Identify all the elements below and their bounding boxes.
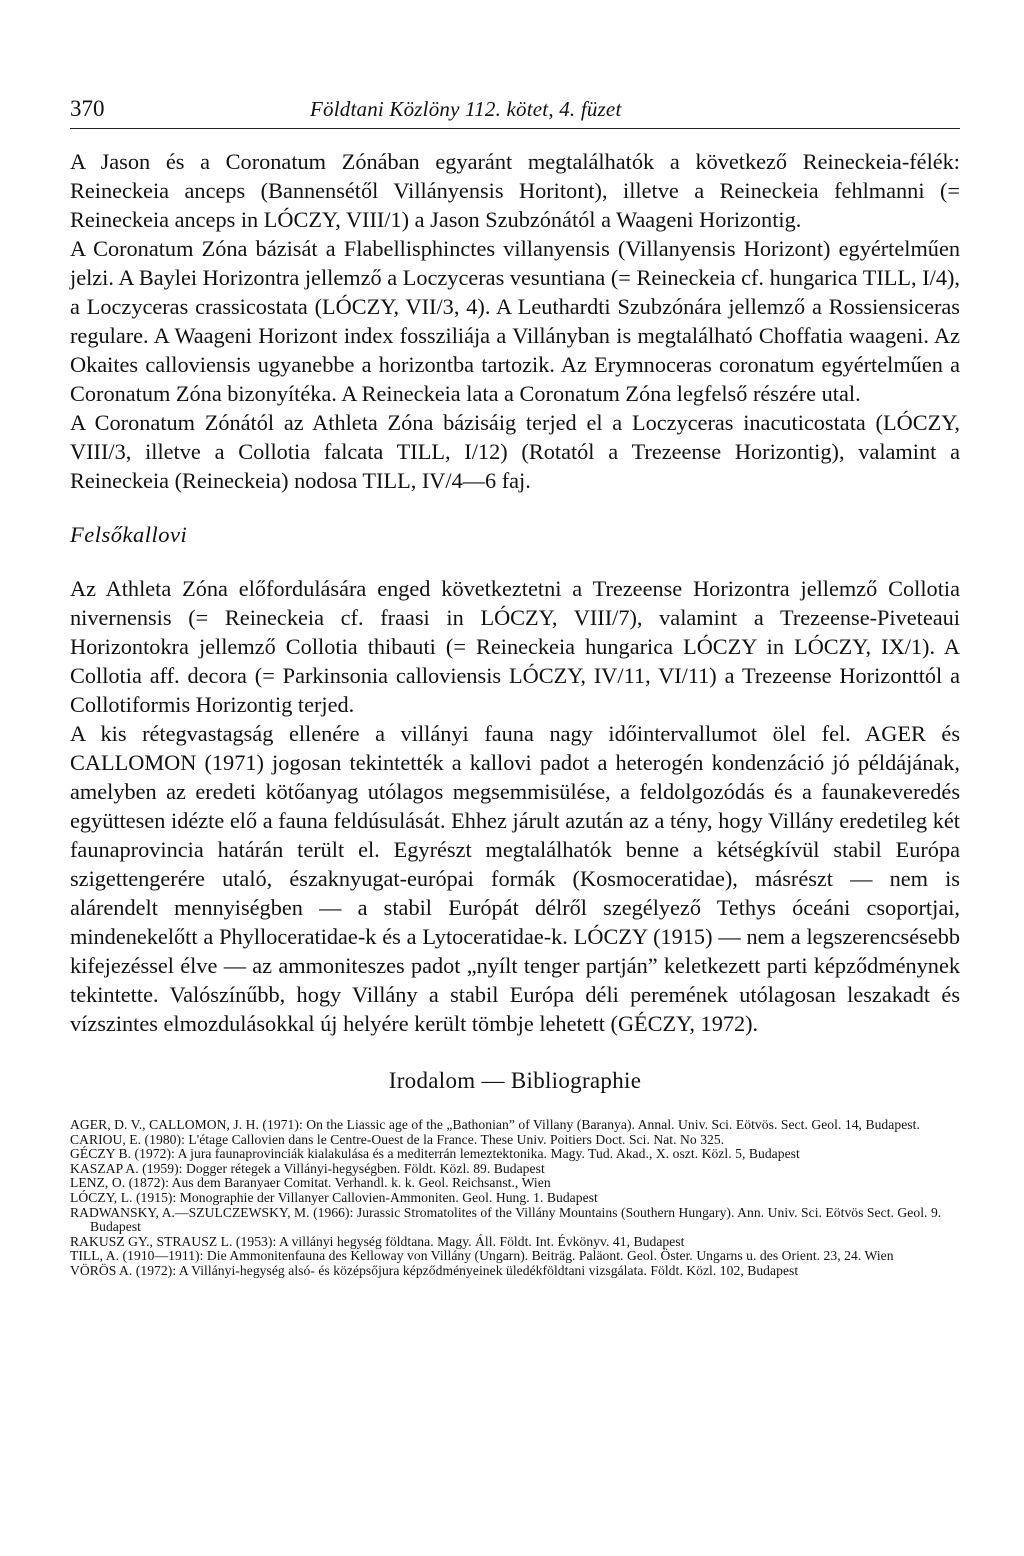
reference-item: CARIOU, E. (1980): L'étage Callovien dans le Centre-Ouest de la France. These Univ. Poitiers Doct. Sci. Nat. No 325. — [70, 1131, 725, 1147]
paragraph: A Jason és a Coronatum Zónában egyaránt megtalálhatók a következő Reineckeia-félék: Reineckeia anceps (Bannensétől Villányensis Horitont), illetve a Reineckeia fehlmanni (= Reineckeia anceps in LÓCZY, VIII/1) a Jason Szubzónától a Waageni Horizontig. — [70, 149, 960, 232]
reference-item: VÖRÖS A. (1972): A Villányi-hegység alsó- és középsőjura képződményeinek üledékföldtani vizsgálata. Földt. Közl. 102, Budapest — [70, 1262, 799, 1278]
reference-item: LÓCZY, L. (1915): Monographie der Villanyer Callovien-Ammoniten. Geol. Hung. 1. Budapest — [70, 1189, 598, 1205]
reference-item: LENZ, O. (1872): Aus dem Baranyaer Comitat. Verhandl. k. k. Geol. Reichsanst., Wien — [70, 1175, 551, 1191]
running-head: Földtani Közlöny 112. kötet, 4. füzet — [310, 97, 622, 121]
reference-item: RAKUSZ GY., STRAUSZ L. (1953): A villányi hegység földtana. Magy. Áll. Földt. Int. Évkönyv. 41, Budapest — [70, 1233, 685, 1249]
reference-item: RADWANSKY, A.—SZULCZEWSKY, M. (1966): Jurassic Stromatolites of the Villány Mountains (Southern Hungary). Ann. Univ. Sci. Eötvös Sect. Geol. 9. Budapest — [70, 1204, 942, 1235]
main-text — [70, 147, 960, 1038]
paragraph: A kis rétegvastagság ellenére a villányi fauna nagy időintervallumot ölel fel. AGER és CALLOMON (1971) jogosan tekintették a kallovi padot a heterogén kondenzáció jó példájának, amelyben az eredeti kötőanyag utólagos megsemmisülése, a feldolgozódás és a faunakeveredés együttesen idézte elő a fauna feldúsulását. Ehhez járult azután az a tény, hogy Villány eredetileg két faunaprovincia határán terült el. Egyrészt megtalálhatók benne a kétségkívül stabil Európa szigettengerére utaló, északnyugat-európai formák (Kosmoceratidae), másrészt — nem is alárendelt mennyiségben — a stabil Európát délről szegélyező Tethys óceáni csoportjai, mindenekelőtt a Phylloceratidae-k és a Lytoceratidae-k. LÓCZY (1915) — nem a legszerencsésebb kifejezéssel élve — az ammoniteszes padot „nyílt tenger partján” keletkezett parti képződménynek tekintette. Valószínűbb, hogy Villány a stabil Európa déli peremének utólagosan leszakadt és vízszintes elmozdulásokkal új helyére került tömbje lehetett (GÉCZY, 1972). — [70, 721, 960, 1036]
paragraph: Az Athleta Zóna előfordulására enged következtetni a Trezeense Horizontra jellemző Collotia nivernensis (= Reineckeia cf. fraasi in LÓCZY, VIII/7), valamint a Trezeense-Piveteaui Horizontokra jellemző Collotia thibauti (= Reineckeia hungarica LÓCZY in LÓCZY, IX/1). A Collotia aff. decora (= Parkinsonia calloviensis LÓCZY, IV/11, VI/11) a Trezeense Horizonttól a Collotiformis Horizontig terjed. — [70, 576, 960, 717]
bibliography-heading: Irodalom — Bibliographie — [388, 1068, 642, 1093]
section-heading: Felsőkallovi — [70, 522, 188, 547]
reference-item: AGER, D. V., CALLOMON, J. H. (1971): On the Liassic age of the „Bathonian” of Villany (Baranya). Annal. Univ. Sci. Eötvös. Sect. Geol. 14, Budapest. — [70, 1117, 920, 1132]
paragraph: A Coronatum Zóna bázisát a Flabellisphinctes villanyensis (Villanyensis Horizont) egyértelműen jelzi. A Baylei Horizontra jellemző a Loczyceras vesuntiana (= Reineckeia cf. hungarica TILL, I/4), a Loczyceras crassicostata (LÓCZY, VII/3, 4). A Leuthardti Szubzónára jellemző a Rossiensiceras regulare. A Waageni Horizont index fossziliája a Villányban is megtalálható Choffatia waageni. Az Okaites calloviensis ugyanebbe a horizontba tartozik. Az Erymnoceras coronatum egyértelműen a Coronatum Zóna bizonyítéka. A Reineckeia lata a Coronatum Zóna legfelső részére utal. — [70, 236, 960, 406]
reference-item: KASZAP A. (1959): Dogger rétegek a Villányi-hegységben. Földt. Közl. 89. Budapest — [70, 1160, 545, 1176]
paragraph: A Coronatum Zónától az Athleta Zóna bázisáig terjed el a Loczyceras inacuticostata (LÓCZY, VIII/3, illetve a Collotia falcata TILL, I/12) (Rotatól a Trezeense Horizontig), valamint a Reineckeia (Reineckeia) nodosa TILL, IV/4—6 faj. — [70, 410, 960, 493]
page-header — [70, 96, 960, 129]
page-number: 370 — [70, 96, 105, 121]
reference-item: GÉCZY B. (1972): A jura faunaprovinciák kialakulása és a mediterrán lemeztektonika. Magy. Tud. Akad., X. oszt. Közl. 5, Budapest — [70, 1146, 800, 1162]
reference-item: TILL, A. (1910—1911): Die Ammonitenfauna des Kelloway von Villány (Ungarn). Beiträg. Paläont. Geol. Öster. Ungarns u. des Orient. 23, 24. Wien — [70, 1248, 894, 1264]
reference-list — [70, 1118, 960, 1279]
page — [70, 96, 960, 1279]
